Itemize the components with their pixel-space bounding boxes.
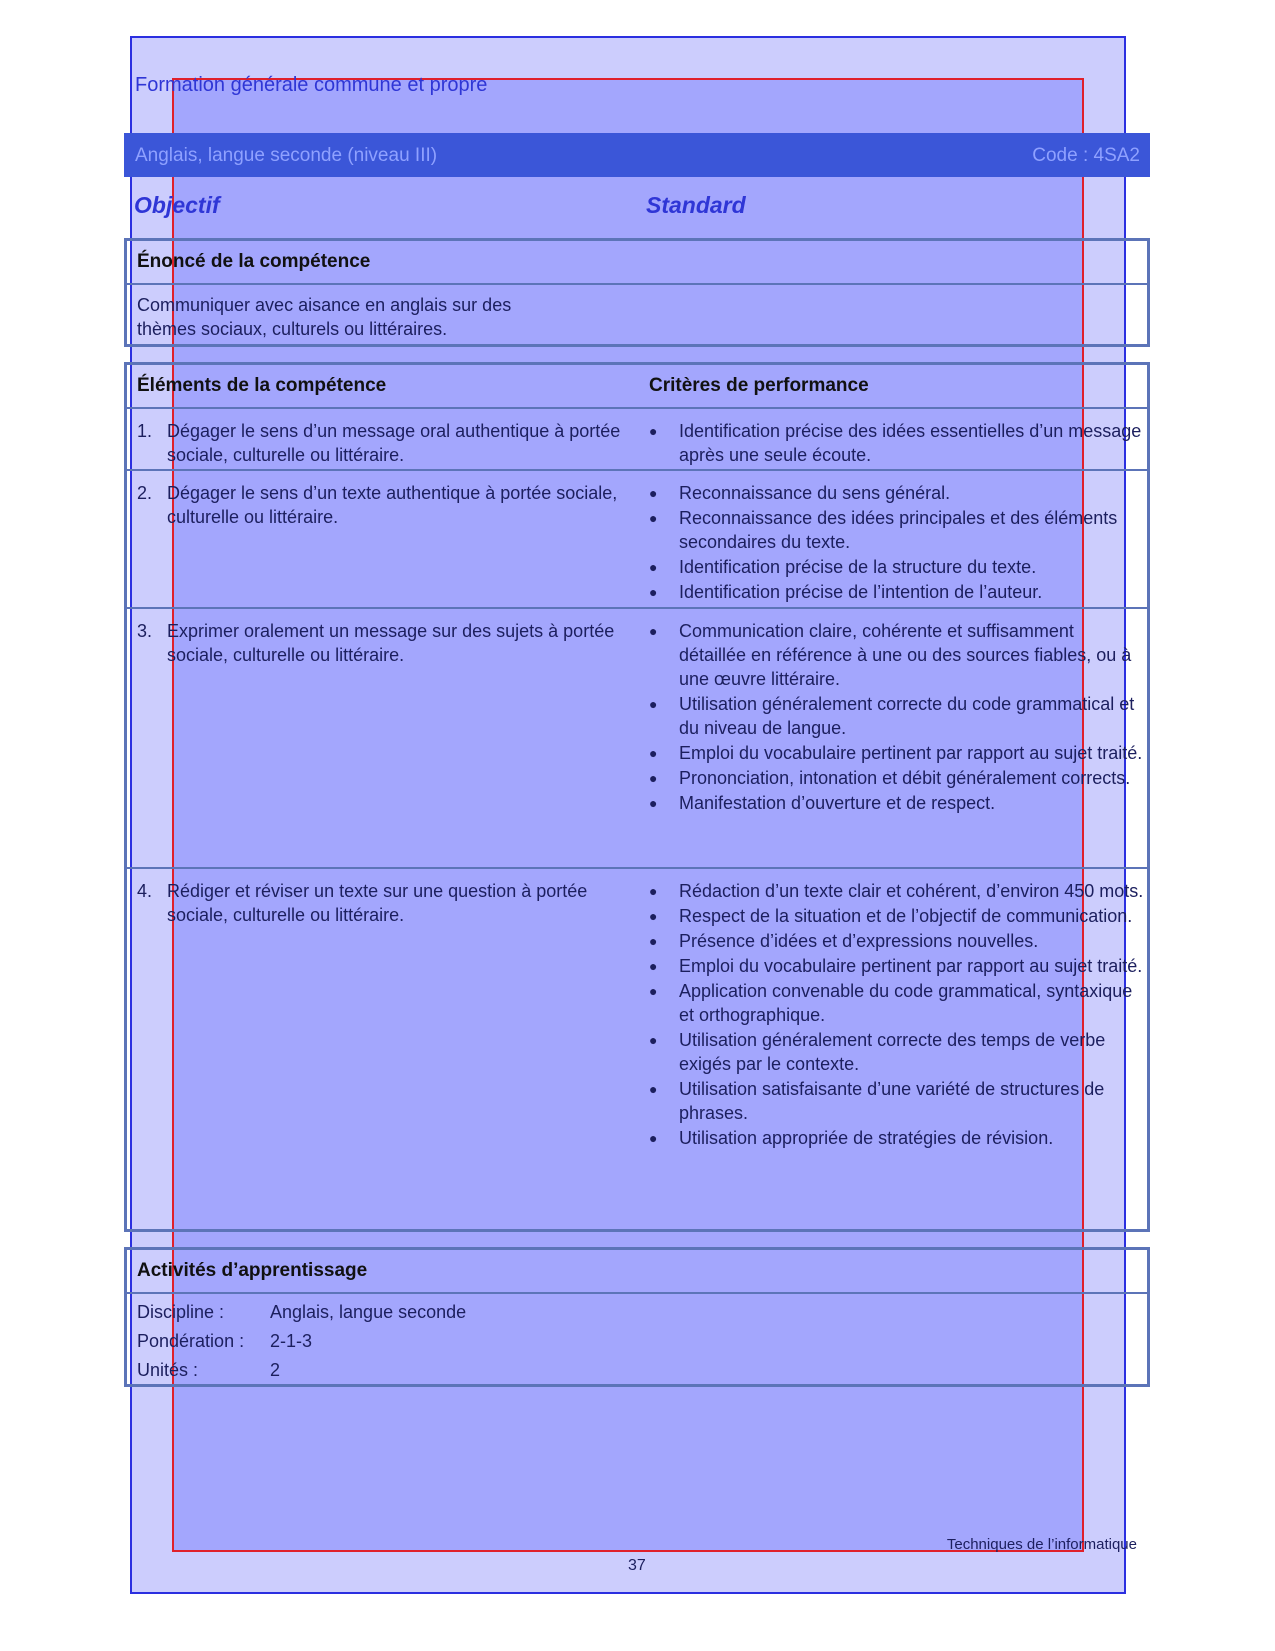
criterion-text: Présence d’idées et d’expressions nouvelles. <box>679 931 1039 951</box>
criterion-item <box>649 1028 1144 1076</box>
bullet-icon: ● <box>649 883 658 899</box>
bullet-icon: ● <box>649 1130 658 1146</box>
competence-table-header <box>127 365 1147 409</box>
element-number: 3. <box>137 621 153 641</box>
col-criteres-title: Critères de performance <box>649 375 869 396</box>
bullet-icon: ● <box>649 559 658 575</box>
bullet-icon: ● <box>649 696 658 712</box>
activites-box <box>124 1247 1150 1387</box>
criterion-text: Utilisation satisfaisante d’une variété de structures de phrases. <box>679 1079 1105 1123</box>
course-code: Code : 4SA2 <box>1032 145 1140 166</box>
criterion-text: Reconnaissance du sens général. <box>679 483 951 503</box>
section-title: Formation générale commune et propre <box>135 74 488 96</box>
element-number: 1. <box>137 421 153 441</box>
ponderation-label: Pondération : <box>137 1331 245 1351</box>
col-elements-title: Éléments de la compétence <box>137 375 387 396</box>
table-row <box>127 869 1147 1229</box>
criterion-text: Rédaction d’un texte clair et cohérent, d’environ 450 mots. <box>679 881 1144 901</box>
criterion-text: Identification précise des idées essentielles d’un message après une seule écoute. <box>679 421 1142 465</box>
criterion-text: Emploi du vocabulaire pertinent par rapport au sujet traité. <box>679 743 1143 763</box>
criterion-item <box>649 904 1144 928</box>
criterion-item <box>649 879 1144 903</box>
bullet-icon: ● <box>649 958 658 974</box>
criterion-text: Respect de la situation et de l’objectif de communication. <box>679 906 1133 926</box>
criterion-item <box>649 929 1144 953</box>
discipline-value: Anglais, langue seconde <box>270 1302 467 1322</box>
criterion-text: Emploi du vocabulaire pertinent par rapport au sujet traité. <box>679 956 1143 976</box>
criterion-text: Communication claire, cohérente et suffisamment détaillée en référence à une ou des sources fiables, ou à une œuvre littéraire. <box>679 621 1132 689</box>
unites-value: 2 <box>270 1360 281 1380</box>
standard-heading: Standard <box>646 192 746 218</box>
criterion-text: Reconnaissance des idées principales et des éléments secondaires du texte. <box>679 508 1118 552</box>
bullet-icon: ● <box>649 510 658 526</box>
criterion-text: Application convenable du code grammatical, syntaxique et orthographique. <box>679 981 1133 1025</box>
footer-program: Techniques de l’informatique <box>946 1536 1137 1553</box>
element-text: Rédiger et réviser un texte sur une question à portée sociale, culturelle ou littéraire. <box>167 881 588 925</box>
enonce-text <box>127 285 1147 349</box>
element-text: Dégager le sens d’un message oral authentique à portée sociale, culturelle ou littéraire. <box>167 421 621 465</box>
criterion-item <box>649 419 1144 467</box>
discipline-label: Discipline : <box>137 1302 225 1322</box>
criterion-item <box>649 1077 1144 1125</box>
enonce-title: Énoncé de la compétence <box>127 241 1147 285</box>
criterion-item <box>649 555 1144 579</box>
unites-line <box>137 1360 280 1381</box>
bullet-icon: ● <box>649 1032 658 1048</box>
criterion-item <box>649 692 1144 740</box>
criterion-text: Prononciation, intonation et débit généralement corrects. <box>679 768 1131 788</box>
element-number: 2. <box>137 483 153 503</box>
bullet-icon: ● <box>649 485 658 501</box>
competence-table <box>124 362 1150 1232</box>
discipline-line <box>137 1302 466 1323</box>
criterion-item <box>649 580 1144 604</box>
bullet-icon: ● <box>649 584 658 600</box>
objectif-heading: Objectif <box>134 192 220 218</box>
bullet-icon: ● <box>649 623 658 639</box>
bullet-icon: ● <box>649 423 658 439</box>
criterion-item <box>649 979 1144 1027</box>
criterion-item <box>649 766 1144 790</box>
enonce-box <box>124 238 1150 347</box>
enonce-text-line: Communiquer avec aisance en anglais sur des <box>137 295 512 315</box>
criterion-text: Identification précise de la structure du texte. <box>679 557 1037 577</box>
criterion-item <box>649 1126 1144 1150</box>
bullet-icon: ● <box>649 983 658 999</box>
table-row <box>127 609 1147 869</box>
course-header-bar <box>124 133 1150 177</box>
criterion-item <box>649 506 1144 554</box>
criterion-item <box>649 741 1144 765</box>
element-number: 4. <box>137 881 153 901</box>
bullet-icon: ● <box>649 770 658 786</box>
unites-label: Unités : <box>137 1360 199 1380</box>
enonce-text-line: thèmes sociaux, culturels ou littéraires. <box>137 319 448 339</box>
bullet-icon: ● <box>649 908 658 924</box>
table-row <box>127 409 1147 471</box>
page-number: 37 <box>628 1557 646 1574</box>
criterion-text: Utilisation appropriée de stratégies de révision. <box>679 1128 1054 1148</box>
criterion-text: Utilisation généralement correcte du code grammatical et du niveau de langue. <box>679 694 1135 738</box>
bullet-icon: ● <box>649 933 658 949</box>
table-row <box>127 471 1147 609</box>
criterion-text: Identification précise de l’intention de l’auteur. <box>679 582 1043 602</box>
ponderation-value: 2-1-3 <box>270 1331 313 1351</box>
bullet-icon: ● <box>649 1081 658 1097</box>
bullet-icon: ● <box>649 745 658 761</box>
ponderation-line <box>137 1331 312 1352</box>
criterion-item <box>649 619 1144 691</box>
element-text: Exprimer oralement un message sur des sujets à portée sociale, culturelle ou littéraire. <box>167 621 615 665</box>
criterion-item <box>649 791 1144 815</box>
criterion-text: Manifestation d’ouverture et de respect. <box>679 793 996 813</box>
activites-title: Activités d’apprentissage <box>127 1250 1147 1294</box>
element-text: Dégager le sens d’un texte authentique à portée sociale, culturelle ou littéraire. <box>167 483 618 527</box>
course-name: Anglais, langue seconde (niveau III) <box>135 145 438 166</box>
bullet-icon: ● <box>649 795 658 811</box>
criterion-item <box>649 954 1144 978</box>
criterion-item <box>649 481 1144 505</box>
criterion-text: Utilisation généralement correcte des temps de verbe exigés par le contexte. <box>679 1030 1106 1074</box>
